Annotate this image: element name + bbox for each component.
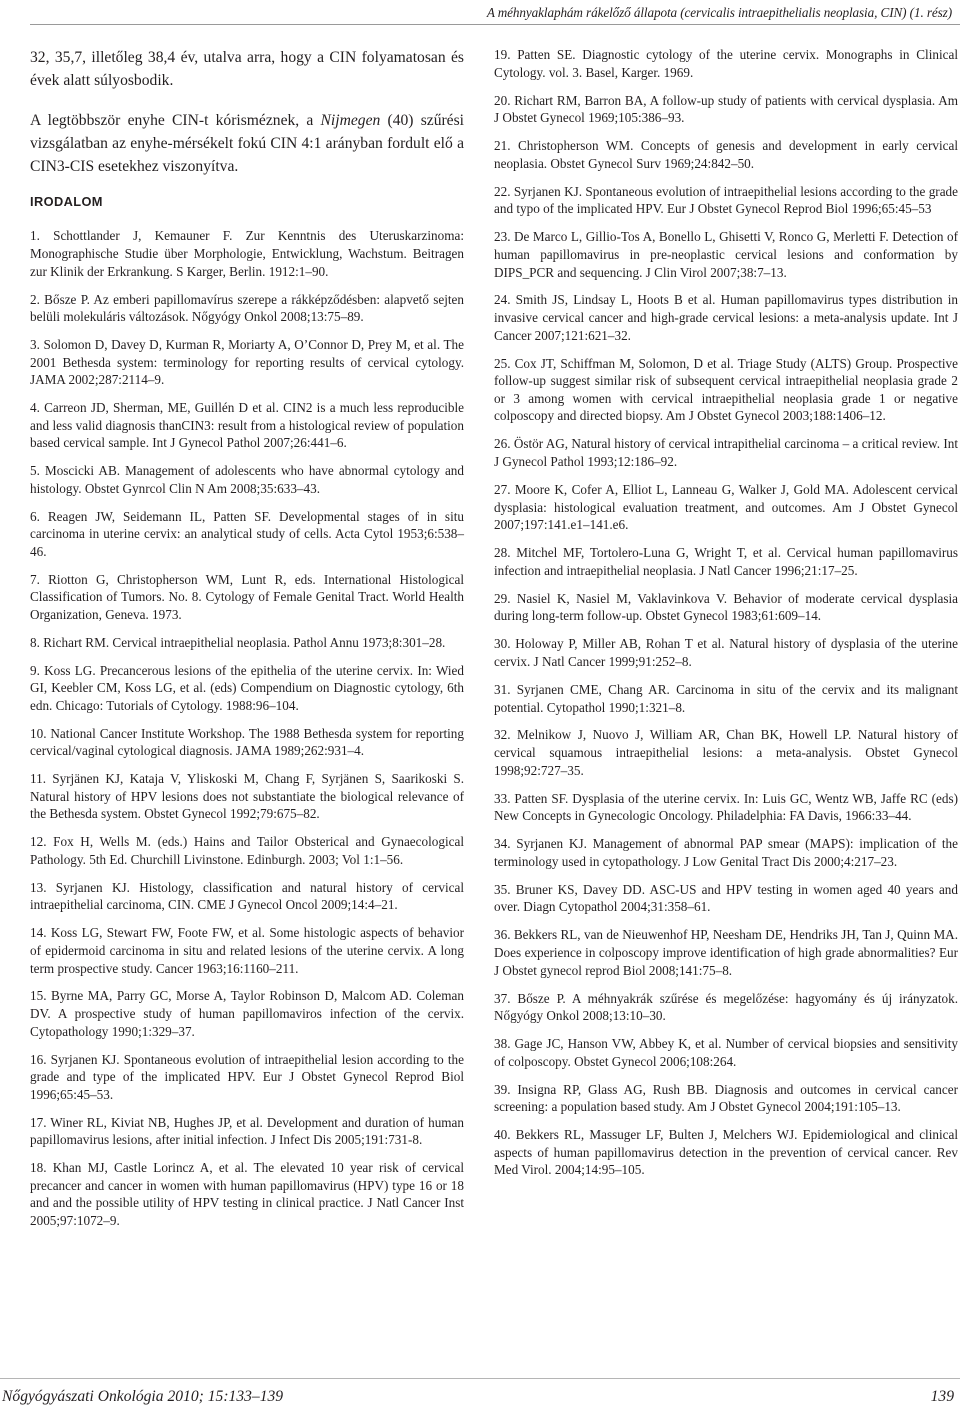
reference-item: 18. Khan MJ, Castle Lorincz A, et al. The elevated 10 year risk of cervical precancer and cancer in women with human papillomavirus (HPV) type 16 or 18 and and the possible utility of HPV testing in clinical practice. J Natl Cancer Inst 2005;97:1072–9. — [30, 1160, 464, 1228]
reference-item: 39. Insigna RP, Glass AG, Rush BB. Diagnosis and outcomes in cervical cancer screening: a population based study. Am J Obstet Gynecol 2004;191:105–13. — [494, 1081, 958, 1115]
reference-item: 20. Richart RM, Barron BA, A follow-up study of patients with cervical dysplasia. Am J Obstet Gynecol 1969;105:386–93. — [494, 92, 958, 126]
reference-item: 11. Syrjänen KJ, Kataja V, Yliskoski M, Chang F, Syrjänen S, Saarikoski S. Natural history of HPV lesions does not substantiate the biological relevance of the Bethesda system. Obstet Gynecol 1992;79:675–82. — [30, 771, 464, 822]
reference-item: 30. Holoway P, Miller AB, Rohan T et al. Natural history of dysplasia of the uterine cervix. J Natl Cancer 1999;91:252–8. — [494, 636, 958, 669]
page-number: 139 — [930, 1388, 954, 1405]
reference-item: 36. Bekkers RL, van de Nieuwenhof HP, Neesham DE, Hendriks JH, Tan J, Quinn MA. Does experience in colposcopy improve identification of high grade abnormalities? Eur J Obstet gynecol reprod Biol 2008;141:75–8. — [494, 927, 958, 978]
reference-item: 32. Melnikow J, Nuovo J, William AR, Chan BK, Howell LP. Natural history of cervical squamous intraepithelial lesions: a meta-analysis. Obstet Gynecol 1998;92:727–35. — [494, 727, 958, 778]
reference-item: 25. Cox JT, Schiffman M, Solomon, D et al. Triage Study (ALTS) Group. Prospective follow-up suggest similar risk of subsequent cervical intraepithelial neoplasia grade 2 or 3 among women with cervical intraepithelial neoplasia grade 1 or negative colposcopy and directed biopsy. Am J Obstet Gynecol 2003;188:1406–12. — [494, 355, 958, 424]
reference-item: 28. Mitchel MF, Tortolero-Luna G, Wright T, et al. Cervical human papillomavirus infection and intraepithelial neoplasia. J Natl Cancer 1996;21:17–25. — [494, 545, 958, 578]
footer-rule — [0, 1378, 960, 1379]
reference-item: 2. Bősze P. Az emberi papillomavírus szerepe a rákképződésben: alapvető sejten belüli molekuláris változások. Nőgyógy Onkol 2008;13:75–89. — [30, 291, 464, 325]
reference-item: 4. Carreon JD, Sherman, ME, Guillén D et al. CIN2 is a much less reproducible and less valid diagnosis thanCIN3: result from a histological review of population based cervical sample. Int J Gynecol Pathol 2007;26:441–6. — [30, 400, 464, 451]
reference-item: 14. Koss LG, Stewart FW, Foote FW, et al. Some histologic aspects of behavior of epidermoid carcinoma in situ and related lesions of the uterine cervix. A long term prospective study. Cancer 1963;16:1160–211. — [30, 925, 464, 976]
reference-item: 24. Smith JS, Lindsay L, Hoots B et al. Human papillomavirus types distribution in invasive cervical cancer and high-grade cervical lesions: a meta-analysis update. Int J Cancer 2007;121:621–32. — [494, 292, 958, 343]
reference-list-right — [494, 46, 958, 1179]
reference-item: 31. Syrjanen CME, Chang AR. Carcinoma in situ of the cervix and its malignant potential. Cytopathol 1990;1:321–8. — [494, 681, 958, 715]
reference-item: 12. Fox H, Wells M. (eds.) Hains and Tailor Obsterical and Gynaecological Pathology. 5th Ed. Churchill Livinstone. Edinburgh. 2003; Vol 1:1–56. — [30, 834, 464, 867]
reference-item: 21. Christopherson WM. Concepts of genesis and development in early cervical neoplasia. Obstet Gynecol Surv 1969;24:842–50. — [494, 138, 958, 171]
reference-item: 26. Östör AG, Natural history of cervical intrapithelial carcinoma – a critical review. Int J Gynecol Pathol 1993;12:186–92. — [494, 436, 958, 470]
reference-item: 23. De Marco L, Gillio-Tos A, Bonello L, Ghisetti V, Ronco G, Merletti F. Detection of human papillomavirus in pre-neoplastic cervical lesions and conformation by DIPS_PCR and sequencing. J Clin Virol 2007;38:7–13. — [494, 229, 958, 280]
reference-item: 3. Solomon D, Davey D, Kurman R, Moriarty A, O’Connor D, Prey M, et al. The 2001 Bethesda system: terminology for reporting results of cervical cytology. JAMA 2002;287:2114–9. — [30, 337, 464, 388]
references-heading: IRODALOM — [30, 194, 103, 210]
reference-item: 22. Syrjanen KJ. Spontaneous evolution of intraepithelial lesions according to the grade and typo of the implicated HPV. Eur J Obstet Gynecol Reprod Biol 1996;65:45–53 — [494, 183, 958, 217]
body-paragraph-2 — [30, 109, 464, 179]
reference-item: 16. Syrjanen KJ. Spontaneous evolution of intraepithelial lesion according to the grade and type of the implicated HPV. Eur J Obstet Gynecol Reprod Biol 1996;65:45–53. — [30, 1051, 464, 1102]
reference-item: 40. Bekkers RL, Massuger LF, Bulten J, Melchers WJ. Epidemiological and clinical aspects of human papillomavirus detection in the prevention of cervical cancer. Rev Med Virol. 2004;14:95–105. — [494, 1127, 958, 1178]
right-column — [494, 46, 958, 1189]
reference-item: 15. Byrne MA, Parry GC, Morse A, Taylor Robinson D, Malcom AD. Coleman DV. A prospective study of human papillomaviros infection of the cervix. Cytopathology 1990;1:329–37. — [30, 988, 464, 1039]
reference-item: 38. Gage JC, Hanson VW, Abbey K, et al. Number of cervical biopsies and sensitivity of colposcopy. Obstet Gynecol 2006;108:264. — [494, 1036, 958, 1069]
reference-item: 8. Richart RM. Cervical intraepithelial neoplasia. Pathol Annu 1973;8:301–28. — [30, 634, 446, 650]
footer-journal-citation: Nőgyógyászati Onkológia 2010; 15:133–139 — [2, 1388, 284, 1405]
reference-item: 9. Koss LG. Precancerous lesions of the epithelia of the uterine cervix. In: Wied GI, Keebler CM, Koss LG, et al. (eds) Compendium on Diagnostic cytology, 6th edn. Chicago: Tutorials of Cytology. 1988:96–104. — [30, 662, 464, 713]
reference-item: 34. Syrjanen KJ. Management of abnormal PAP smear (MAPS): implication of the terminology used in cytopathology. J Low Genital Tract Dis 2000;4:217–23. — [494, 836, 958, 869]
reference-item: 37. Bősze P. A méhnyakrák szűrése és megelőzése: hagyomány és új irányzatok. Nőgyógy Onkol 2008;13:10–30. — [494, 990, 958, 1024]
reference-item: 1. Schottlander J, Kemauner F. Zur Kenntnis des Uteruskarzinoma: Monographische Studie über Morphologie, Entwicklung, Wachstum. Beitragen zur Klinik der Erkrankung. S Karger, Berlin. 1912:1–90. — [30, 228, 464, 279]
reference-item: 19. Patten SE. Diagnostic cytology of the uterine cervix. Monographs in Clinical Cytology. vol. 3. Basel, Karger. 1969. — [494, 47, 958, 80]
header-rule — [30, 24, 960, 25]
reference-item: 7. Riotton G, Christopherson WM, Lunt R, eds. International Histological Classification of Tumors. No. 8. Cytology of Female Genital Tract. World Health Organization, Geneva. 1973. — [30, 571, 464, 622]
reference-item: 6. Reagen JW, Seidemann IL, Patten SF. Developmental stages of in situ carcinoma in uterine cervix: an analytical study of cells. Acta Cytol 1953;6:538–46. — [30, 508, 464, 559]
reference-item: 5. Moscicki AB. Management of adolescents who have abnormal cytology and histology. Obstet Gynrcol Clin N Am 2008;35:633–43. — [30, 463, 464, 496]
reference-item: 10. National Cancer Institute Workshop. The 1988 Bethesda system for reporting cervical/vaginal cytological diagnosis. JAMA 1989;262:931–4. — [30, 725, 464, 759]
reference-item: 33. Patten SF. Dysplasia of the uterine cervix. In: Luis GC, Wentz WB, Jaffe RC (eds) New Concepts in Gynecologic Oncology. Philadelphia: FA Davis, 1966:33–44. — [494, 790, 958, 824]
reference-list-left — [30, 227, 464, 1229]
reference-item: 35. Bruner KS, Davey DD. ASC-US and HPV testing in women aged 40 years and over. Diagn Cytopathol 2004;31:358–61. — [494, 881, 958, 915]
running-title: A méhnyaklaphám rákelőző állapota (cervicalis intraepithelialis neoplasia, CIN) (1. rész) — [486, 5, 952, 20]
body-paragraph-2-text: A legtöbbször enyhe CIN-t kórisméznek, a Nijmegen (40) szűrési vizsgálatban az enyhe-mérsékelt fokú CIN 4:1 arányban fordult elő a CIN3-CIS esetekhez viszonyítva. — [30, 111, 464, 176]
study-name-emphasis: Nijmegen — [320, 111, 381, 129]
reference-item: 13. Syrjanen KJ. Histology, classification and natural history of cervical intraepithelial carcinoma, CIN. CME J Gynecol Oncol 2009;14:4–21. — [30, 879, 464, 913]
reference-item: 29. Nasiel K, Nasiel M, Vaklavinkova V. Behavior of moderate cervical dysplasia during long-term follow-up. Obstet Gynecol 1983;61:609–14. — [494, 590, 958, 624]
body-paragraph-1: 32, 35,7, illetőleg 38,4 év, utalva arra, hogy a CIN folyamatosan és évek alatt súlyosbodik. — [30, 49, 464, 90]
reference-item: 17. Winer RL, Kiviat NB, Hughes JP, et al. Development and duration of human papillomavirus lesions, after initial infection. J Infect Dis 2005;191:731-8. — [30, 1114, 464, 1148]
reference-item: 27. Moore K, Cofer A, Elliot L, Lanneau G, Walker J, Gold MA. Adolescent cervical dysplasia: histological evaluation treatment, and outcomes. Am J Obstet Gynecol 2007;197:141.e1–141.e6. — [494, 482, 958, 533]
left-column — [30, 46, 464, 1240]
